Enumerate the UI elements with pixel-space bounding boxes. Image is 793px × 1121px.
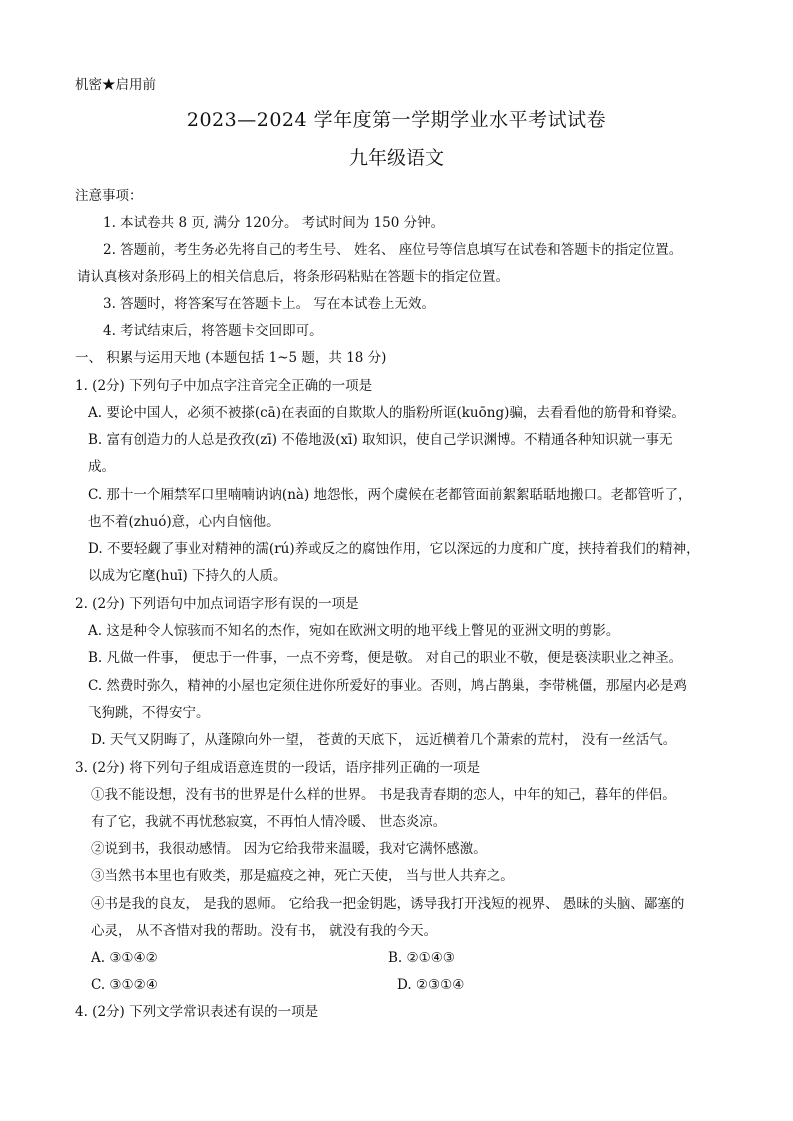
question-3-line: ③当然书本里也有败类，那是瘟疫之神，死亡天使， 当与世人共弃之。: [91, 868, 514, 884]
question-3-line: 有了它，我就不再忧愁寂寞，不再怕人情冷暖、 世态炎凉。: [91, 814, 447, 830]
note-item-3: 3. 答题时，将答案写在答题卡上。 写在本试卷上无效。: [103, 296, 435, 312]
note-item-1: 1. 本试卷共 8 页, 满分 120分。 考试时间为 150 分钟。: [103, 215, 445, 231]
question-1-line: 以成为它麾(huī) 下持久的人质。: [88, 568, 287, 584]
question-1-line: C. 那十一个厢禁军口里喃喃讷讷(nà) 地怨怅，两个虞候在老都管面前絮絮聒聒地搬口。老都管听了，: [88, 487, 692, 503]
note-item-2: 2. 答题前，考生务必先将自己的考生号、 姓名、 座位号等信息填写在试卷和答题卡的指定位置。: [103, 242, 683, 258]
choice-a: A. ③①④②: [91, 950, 158, 966]
question-3-line: ④书是我的良友， 是我的恩师。 它给我一把金钥匙，诱导我打开浅短的视界、 愚昧的头脑、鄙塞的: [91, 896, 685, 912]
question-2-line: C. 然费时弥久，精神的小屋也定须住进你所爱好的事业。否则，鸠占鹊巢，李带桃僵，那屋内必是鸡: [88, 678, 687, 694]
question-1-line: D. 不要轻觑了事业对精神的濡(rú)养或反之的腐蚀作用，它以深远的力度和广度，挟持着我们的精神，: [88, 541, 700, 557]
question-1-line: 成。: [88, 459, 115, 475]
exam-subtitle: 九年级语文: [348, 147, 444, 169]
section-heading: 一、 积累与运用天地 (本题包括 1~5 题，共 18 分): [75, 350, 387, 366]
choice-d: D. ②③①④: [397, 977, 465, 993]
exam-title: 2023—2024 学年度第一学期学业水平考试试卷: [186, 109, 607, 131]
note-item-2-cont: 请认真核对条形码上的相关信息后，将条形码粘贴在答题卡的指定位置。: [77, 269, 509, 285]
question-1-line: B. 富有创造力的人总是孜孜(zī) 不倦地汲(xī) 取知识，使自己学识渊博。不精通各种知识就一事无: [88, 432, 673, 448]
question-1-stem: 1. (2分) 下列句子中加点字注音完全正确的一项是: [75, 378, 373, 394]
choice-b: B. ②①④③: [388, 950, 455, 966]
question-3-line: ①我不能设想，没有书的世界是什么样的世界。 书是我青春期的恋人，中年的知己，暮年的伴侣。: [91, 787, 676, 803]
question-2-stem: 2. (2分) 下列语句中加点词语字形有误的一项是: [75, 596, 359, 612]
note-item-4: 4. 考试结束后，将答题卡交回即可。: [103, 323, 323, 339]
notes-heading: 注意事项：: [75, 188, 143, 204]
question-4-stem: 4. (2分) 下列文学常识表述有误的一项是: [75, 1004, 319, 1020]
question-2-line: D. 天气又阴晦了，从蓬隙向外一望， 苍黄的天底下， 远近横着几个萧索的荒村， 没有一丝活气。: [91, 732, 677, 748]
choice-c: C. ③①②④: [91, 977, 158, 993]
question-2-line: A. 这是种令人惊骇而不知名的杰作，宛如在欧洲文明的地平线上瞥见的亚洲文明的剪影。: [88, 623, 620, 639]
question-1-line: 也不着(zhuó)意，心内自恼他。: [88, 514, 280, 530]
question-1-line: A. 要论中国人，必须不被搽(cā)在表面的自欺欺人的脂粉所诓(kuōng)骗，去看看他的筋骨和脊梁。: [88, 405, 685, 421]
question-3-stem: 3. (2分) 将下列句子组成语意连贯的一段话，语序排列正确的一项是: [75, 760, 481, 776]
secret-mark: 机密★启用前: [75, 77, 156, 93]
question-3-line: 心灵， 从不吝惜对我的帮助。没有书， 就没有我的今天。: [91, 923, 438, 939]
question-3-line: ②说到书，我很动感情。 因为它给我带来温暖，我对它满怀感激。: [91, 841, 487, 857]
question-2-line: 飞狗跳，不得安宁。: [88, 705, 210, 721]
question-2-line: B. 凡做一件事， 便忠于一件事，一点不旁骛，便是敬。 对自己的职业不敬，便是亵渎职业之神圣。: [88, 650, 683, 666]
